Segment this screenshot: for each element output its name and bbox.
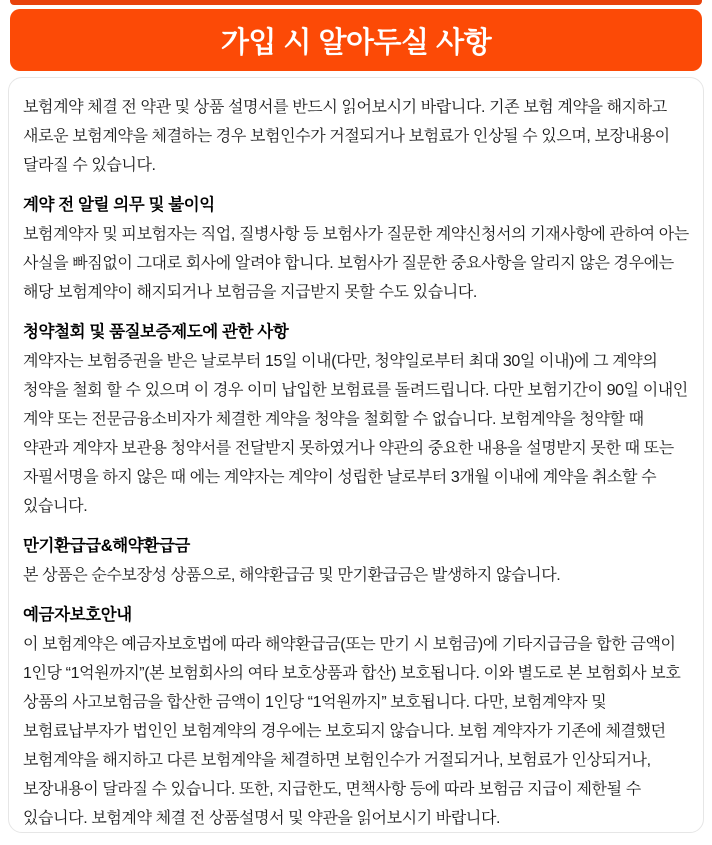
previous-section-edge — [10, 0, 702, 5]
section-body-withdrawal-quality-guarantee: 계약자는 보험증권을 받은 날로부터 15일 이내(다만, 청약일로부터 최대 30일 이내)에 그 계약의 청약을 철회 할 수 있으며 이 경우 이미 납입한 보험료를 돌려드립니다. 다만 보험기간이 90일 이내인 계약 또는 전문금융소비자가 체결한 계약을 청약을 철회할 수 없습니다. 보험계약을 청약할 때 약관과 계약자 보관용 청약서를 전달받지 못하였거나 약관의 중요한 내용을 설명받지 못한 때 또는 자필서명을 하지 않은 때 에는 계약자는 계약이 성립한 날로부터 3개월 이내에 계약을 취소할 수 있습니다. — [23, 353, 688, 515]
section-heading-withdrawal-quality-guarantee: 청약철회 및 품질보증제도에 관한 사항 — [23, 323, 289, 341]
section-body-pre-contract-duty: 보험계약자 및 피보험자는 직업, 질병사항 등 보험사가 질문한 계약신청서의 기재사항에 관하여 아는 사실을 빠짐없이 그대로 회사에 알려야 합니다. 보험사가 질문한 중요사항을 알리지 않은 경우에는 해당 보험계약이 해지되거나 보험금을 지급받지 못할 수도 있습니다. — [23, 226, 689, 301]
section-heading-depositor-protection: 예금자보호안내 — [23, 606, 132, 624]
section-heading-pre-contract-duty: 계약 전 알릴 의무 및 불이익 — [23, 196, 215, 214]
intro-paragraph: 보험계약 체결 전 약관 및 상품 설명서를 반드시 읽어보시기 바랍니다. 기존 보험 계약을 해지하고 새로운 보험계약을 체결하는 경우 보험인수가 거절되거나 보험료가 인상될 수 있으며, 보장내용이 달라질 수 있습니다. — [23, 99, 670, 174]
section-heading-maturity-surrender-refund: 만기환급급&해약환급금 — [23, 537, 190, 555]
section-body-maturity-surrender-refund: 본 상품은 순수보장성 상품으로, 해약환급금 및 만기환급금은 발생하지 않습니다. — [23, 567, 561, 584]
section-body-depositor-protection: 이 보험계약은 예금자보호법에 따라 해약환급금(또는 만기 시 보험금)에 기타지급금을 합한 금액이 1인당 “1억원까지”(본 보험회사의 여타 보호상품과 합산) 보호됩니다. 이와 별도로 본 보험회사 보호 상품의 사고보험금을 합산한 금액이 1인당 “1억원까지” 보호됩니다. 다만, 보험계약자 및 보험료납부자가 법인인 보험계약의 경우에는 보호되지 않습니다. 보험 계약자가 기존에 체결했던 보험계약을 해지하고 다른 보험계약을 체결하면 보험인수가 거절되거나, 보험료가 인상되거나, 보장내용이 달라질 수 있습니다. 또한, 지급한도, 면책사항 등에 따라 보험금 지급이 제한될 수 있습니다. 보험계약 체결 전 상품설명서 및 약관을 읽어보시기 바랍니다. — [23, 636, 681, 827]
notice-banner — [10, 9, 702, 71]
notice-banner-title: 가입 시 알아두실 사항 — [220, 26, 492, 59]
notice-card — [8, 77, 704, 833]
